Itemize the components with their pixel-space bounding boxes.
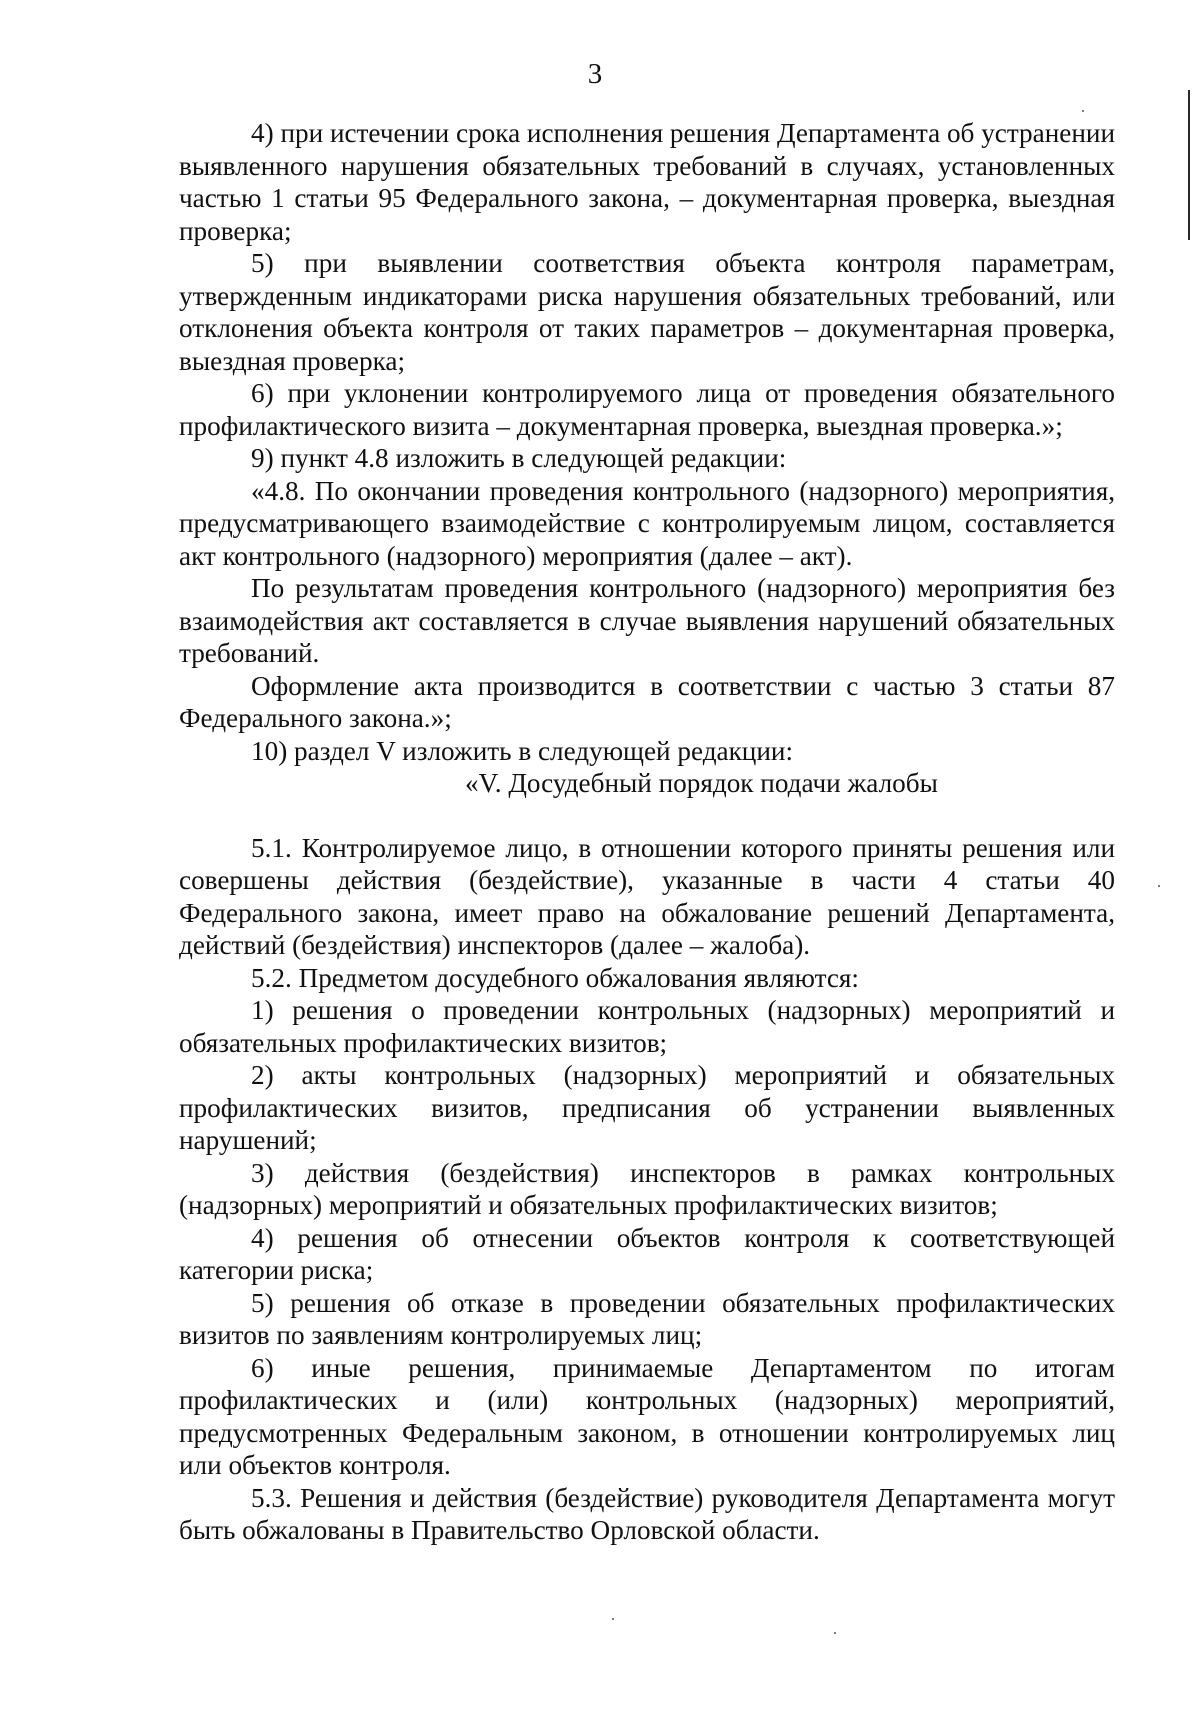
list-item: 2) акты контрольных (надзорных) мероприятий и обязательных профилактических визитов, предписания об устранении выявленных нарушений; (179, 1060, 1115, 1155)
paragraph: 10) раздел V изложить в следующей редакции: (251, 735, 794, 766)
section-heading: «V. Досудебный порядок подачи жалобы (465, 768, 938, 798)
scan-speck (612, 1618, 614, 1620)
paragraph: 5.2. Предметом досудебного обжалования являются: (251, 962, 859, 993)
paragraph: 5) при выявлении соответствия объекта контроля параметрам, утвержденным индикаторами риска нарушения обязательных требований, или отклонения объекта контроля от таких параметров – документарная проверка, выездная проверка; (179, 248, 1115, 376)
paragraph: Оформление акта производится в соответствии с частью 3 статьи 87 Федерального закона.»; (179, 670, 1115, 733)
page-number: 3 (587, 58, 603, 90)
paragraph: 6) при уклонении контролируемого лица от проведения обязательного профилактического визита – документарная проверка, выездная проверка.»; (179, 378, 1115, 441)
scan-edge-line (1188, 90, 1190, 240)
paragraph: По результатам проведения контрольного (надзорного) мероприятия без взаимодействия акт составляется в случае выявления нарушений обязательных требований. (179, 573, 1115, 668)
list-item: 5) решения об отказе в проведении обязательных профилактических визитов по заявлениям контролируемых лиц; (179, 1287, 1115, 1350)
paragraph: «4.8. По окончании проведения контрольного (надзорного) мероприятия, предусматривающего взаимодействие с контролируемым лицом, составляется акт контрольного (надзорного) мероприятия (далее – акт). (179, 475, 1115, 571)
list-item: 6) иные решения, принимаемые Департаментом по итогам профилактических и (или) контрольных (надзорных) мероприятий, предусмотренных Федеральным законом, в отношении контролируемых лиц или объектов контроля. (179, 1352, 1115, 1480)
paragraph: 4) при истечении срока исполнения решения Департамента об устранении выявленного нарушения обязательных требований в случаях, установленных частью 1 статьи 95 Федерального закона, – документарная проверка, выездная проверка; (179, 118, 1115, 246)
scan-speck (1158, 885, 1160, 887)
paragraph: 5.1. Контролируемое лицо, в отношении которого приняты решения или совершены действия (бездействие), указанные в части 4 статьи 40 Федерального закона, имеет право на обжалование решений Департамента, действий (бездействия) инспекторов (далее – жалоба). (179, 832, 1115, 960)
scan-speck (1082, 110, 1084, 112)
list-item: 4) решения об отнесении объектов контроля к соответствующей категории риска; (179, 1222, 1115, 1285)
scan-speck (834, 1632, 836, 1634)
list-item: 3) действия (бездействия) инспекторов в рамках контрольных (надзорных) мероприятий и обязательных профилактических визитов; (179, 1157, 1115, 1220)
paragraph: 9) пункт 4.8 изложить в следующей редакции: (251, 443, 787, 473)
list-item: 1) решения о проведении контрольных (надзорных) мероприятий и обязательных профилактических визитов; (179, 995, 1115, 1058)
paragraph: 5.3. Решения и действия (бездействие) руководителя Департамента могут быть обжалованы в Правительство Орловской области. (179, 1482, 1115, 1545)
body-text (179, 117, 1115, 1547)
